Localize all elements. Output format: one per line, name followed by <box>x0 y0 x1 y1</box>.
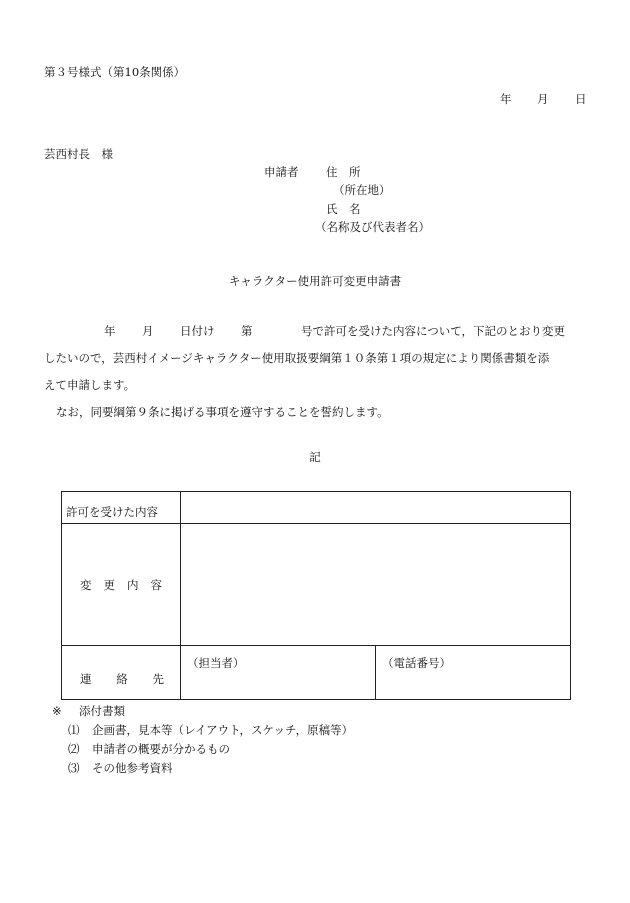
ki-heading: 記 <box>309 450 321 464</box>
change-content-label <box>62 524 181 646</box>
contact-person-cell[interactable] <box>181 646 376 700</box>
attachment-num: ⑶ <box>68 761 80 775</box>
contact-label <box>62 646 181 700</box>
addressee: 芸西村長 様 <box>44 147 113 161</box>
table-row <box>62 492 571 524</box>
permitted-content-value[interactable] <box>181 492 571 524</box>
form-number: 第３号様式（第10条関係） <box>44 65 186 79</box>
date-month: 月 <box>537 92 549 106</box>
contact-label-char: 絡 <box>116 672 128 686</box>
body-line2: したいので，芸西村イメージキャラクター使用取扱要綱第１０条第１項の規定により関係書類を添 <box>44 351 550 365</box>
address-sub: （所在地） <box>333 183 391 197</box>
table-row <box>62 646 571 700</box>
document-title: キャラクター使用許可変更申請書 <box>228 274 402 288</box>
contact-person-label: （担当者） <box>187 656 245 670</box>
table-row <box>62 524 571 646</box>
body-year: 年 <box>104 324 116 338</box>
address-label: 住 所 <box>326 165 361 179</box>
body-line4: なお，同要綱第９条に掲げる事項を遵守することを誓約します。 <box>56 405 389 419</box>
body-dated: 日付け <box>180 324 215 338</box>
phone-label: （電話番号） <box>382 656 451 670</box>
name-sub: （名称及び代表者名） <box>315 220 430 234</box>
applicant-label: 申請者 <box>264 165 299 179</box>
change-content-value[interactable] <box>181 524 571 646</box>
contact-label-char: 連 <box>80 672 92 686</box>
attachment-text: 申請者の概要が分かるもの <box>92 742 230 756</box>
attachments-heading: 添付書類 <box>79 704 125 718</box>
attachment-text: その他参考資料 <box>92 761 173 775</box>
date-day: 日 <box>575 92 587 106</box>
permitted-content-label-text: 許可を受けた内容 <box>66 505 158 519</box>
contact-label-char: 先 <box>152 672 164 686</box>
change-label-char: 容 <box>150 577 162 592</box>
note-mark: ※ <box>52 704 62 718</box>
change-label-char: 内 <box>127 577 139 592</box>
body-line3: えて申請します。 <box>44 378 136 392</box>
body-line1-rest: 号で許可を受けた内容について，下記のとおり変更 <box>301 324 566 338</box>
change-label-char: 更 <box>103 577 115 592</box>
phone-cell[interactable] <box>376 646 571 700</box>
body-month: 月 <box>142 324 154 338</box>
permitted-content-label <box>62 492 181 524</box>
attachment-num: ⑴ <box>68 723 80 737</box>
body-dai: 第 <box>241 324 253 338</box>
application-table <box>61 491 571 700</box>
change-label-char: 変 <box>80 577 92 592</box>
attachment-num: ⑵ <box>68 742 80 756</box>
attachment-text: 企画書，見本等（レイアウト，スケッチ，原稿等） <box>92 723 354 737</box>
name-label: 氏 名 <box>326 202 361 216</box>
date-year: 年 <box>500 92 512 106</box>
